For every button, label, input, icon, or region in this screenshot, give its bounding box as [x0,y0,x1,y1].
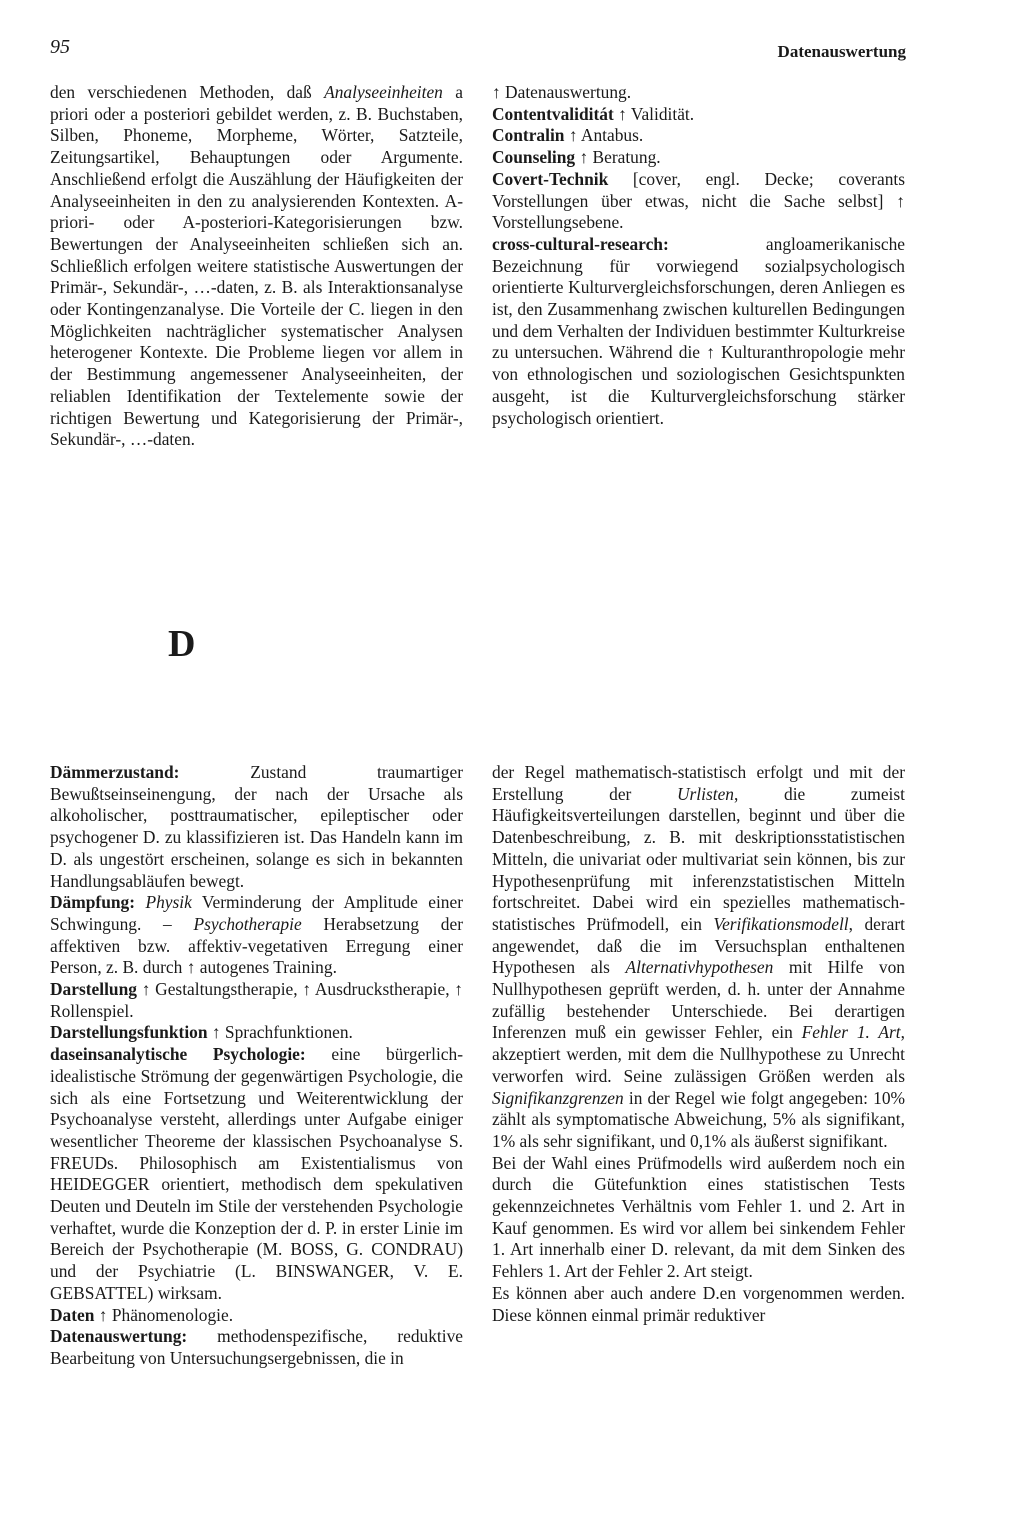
text-run: , akzeptiert werden, mit dem die Nullhypothese zu Unrecht verworfen wird. Seine zulässigen Größen werden als [492,1022,905,1086]
text-run: mit Hilfe von Nullhypothesen geprüft werden, d. h. unter der Annahme zufällig bestehender Unterschiede. Bei derartigen Inferenzen muß ein gewisser Fehler, ein [492,957,905,1043]
entry-text: ↑ Validität. [613,103,695,124]
column-bottom-left [50,762,463,1370]
column-bottom-right [492,762,905,1326]
paragraph: ↑ Datenauswertung. [492,82,632,102]
paragraph: Bei der Wahl eines Prüfmodells wird außerdem noch ein durch die Gütefunktion eines statistischen Tests gekennzeichnetes Verhältnis vom Fehler 1. und 2. Art in Kauf genommen. Es wird vor allem bei sinkendem Fehler 1. Art innerhalb einer D. relevant, da mit dem Sinken des Fehlers 1. Art der Fehler 2. Art steigt. [492,1152,905,1282]
entry-text: ↑ Antabus. [564,125,644,146]
entry-datenauswertung [50,1326,463,1369]
entry-contralin [492,125,905,147]
entry-term: Contralin [492,125,565,146]
entry-text: angloamerikanische Bezeichnung für vorwiegend sozialpsychologisch orientierte Kulturvergleichsforschungen, deren Anliegen es ist, den Zusammenhang zwischen kulturellen Bedingungen und dem Verhalten der Individuen bestimmter Kulturkreise zu untersuchen. Während die ↑ Kulturanthropologie mehr von ethnologischen und soziologischen Gesichtspunkten ausgeht, ist die Kulturvergleichsforschung stärker psychologisch orientiert. [492,233,905,428]
entry-term: Dämmerzustand: [50,762,180,782]
entry-term: Counseling [492,147,576,168]
entry-term: Datenauswertung: [50,1326,188,1347]
entry-text: ↑ Beratung. [575,147,661,168]
running-title: Datenauswertung [777,42,906,61]
entry-darstellung [50,979,463,1022]
italic-term: Analyseeinheiten [324,82,443,102]
italic-term: Physik [145,892,192,913]
column-top-left [50,82,463,451]
entry-daten [50,1305,463,1327]
entry-text: ↑ Gestaltungstherapie, ↑ Ausdruckstherapie, ↑ Rollenspiel. [50,979,463,1021]
paragraph: Es können aber auch andere D.en vorgenommen werden. Diese können einmal primär reduktiver [492,1282,905,1325]
entry-covert-technik [492,169,905,234]
italic-term: Psychotherapie [193,913,302,934]
text-run: den verschiedenen Methoden, daß [50,82,325,102]
entry-text: Herabsetzung der affektiven bzw. affektiv-vegetativen Erregung einer Person, z. B. durch ↑ autogenes Training. [50,913,463,978]
column-top-right [492,82,905,429]
page-number: 95 [50,36,70,58]
text-run: a priori oder a posteriori gebildet werden, z. B. Buchstaben, Silben, Phoneme, Morpheme, Wörter, Satzteile, Zeitungsartikel, Behauptungen oder Argumente. Anschließend erfolgt die Auszählung der Häufigkeiten der Analyseeinheiten in den zu analysierenden Kontexten. A-priori- oder A-posteriori-Kategorisierungen bzw. Bewertungen der Analyseeinheiten schließen sich an. Schließlich erfolgen weitere statistische Auswertungen der Primär-, Sekundär-, …-daten, z. B. als Interaktionsanalyse oder Kontingenzanalyse. Die Vorteile der C. liegen in den Möglichkeiten nachträglicher systematischer Analysen heterogener Kontexte. Die Probleme liegen vor allem in der Bestimmung angemessener Analyseeinheiten, der reliablen Identifikation der Textelemente sowie der richtigen Bewertung und Kategorisierung der Primär-, Sekundär-, …-daten. [50,82,463,450]
entry-counseling [492,147,905,169]
italic-term: Urlisten [676,783,734,804]
paragraph [492,762,905,1153]
entry-text: Zustand traumartiger Bewußtseinseinengung, der nach der Ursache als alkoholischer, posttraumatischer, epileptischer oder psychogener D. zu klassifizieren ist. Das Handeln kann im D. als ungestört erscheinen, solange es sich in bekannten Handlungsabläufen bewegt. [50,762,463,891]
entry-contentvaliditat [492,104,905,126]
paragraph [50,82,463,451]
entry-daseinsanalytische-psychologie [50,1044,463,1304]
entry-dampfung [50,892,463,979]
section-letter: D [168,623,196,665]
text-run: in der Regel wie folgt angegeben: 10% zählt als symptomatische Abweichung, 5% als signifikant, 1% als sehr signifikant, und 0,1% als äußerst signifikant. [492,1087,905,1151]
entry-text: [cover, engl. Decke; coverants Vorstellungen über etwas, nicht die Sache selbst] ↑ Vorstellungsebene. [492,168,905,233]
italic-term: Verifikationsmodell [713,913,849,934]
entry-text: Verminderung der Amplitude einer Schwingung. – [50,892,463,934]
italic-term: Signifikanzgrenzen [492,1087,624,1108]
entry-term: Covert-Technik [492,168,609,189]
entry-text: ↑ Phänomenologie. [94,1304,234,1325]
italic-term: Alternativhypothesen [625,957,774,978]
entry-darstellungsfunktion [50,1022,463,1044]
entry-dammerzustand [50,762,463,892]
text-run: , derart angewendet, daß die im Versuchsplan enthaltenen Hypothesen als [492,913,906,978]
italic-term: Fehler 1. Art [801,1022,901,1043]
entry-text: ↑ Sprachfunktionen. [207,1022,353,1043]
entry-cross-cultural-research [492,234,905,429]
entry-text: methodenspezifische, reduktive Bearbeitung von Untersuchungsergebnissen, die in [50,1326,463,1368]
entry-text: eine bürgerlich-idealistische Strömung der gegenwärtigen Psychologie, die sich als eine Fortsetzung und Weiterentwicklung der Psychoanalyse versteht, allerdings unter Aufgabe einiger wesentlicher Theoreme der klassischen Psychoanalyse S. FREUDs. Philosophisch am Existentialismus von HEIDEGGER orientiert, methodisch dem spekulativen Deuten und Deuteln im Stile der verstehenden Psychologie verhaftet, wurde die Konzeption der d. P. in erster Linie im Bereich der Psychotherapie (M. BOSS, G. CONDRAU) und der Psychiatrie (L. BINSWANGER, V. E. GEBSATTEL) wirksam. [50,1044,463,1303]
entry-term: Contentvaliditát [492,103,614,124]
text-run: , die zumeist Häufigkeitsverteilungen darstellen, beginnt und über die Datenbeschreibung, z. B. mit deskriptionsstatistischen Mitteln, die univariat oder multivariat sein können, bis zur Hypothesenprüfung mit inferenzstatistischen Mitteln fortschreitet. Dabei wird ein spezielles mathematisch-statistisches Prüfmodell, ein [492,783,905,934]
entry-term: Darstellungsfunktion [50,1022,208,1043]
text-run: der Regel mathematisch-statistisch erfolgt und mit der Erstellung der [492,762,905,804]
entry-term: Darstellung [50,979,137,1000]
entry-term: cross-cultural-research: [492,233,669,254]
entry-term: daseinsanalytische Psychologie: [50,1044,306,1065]
entry-term: Dämpfung: [50,892,136,913]
entry-term: Daten [50,1304,95,1325]
